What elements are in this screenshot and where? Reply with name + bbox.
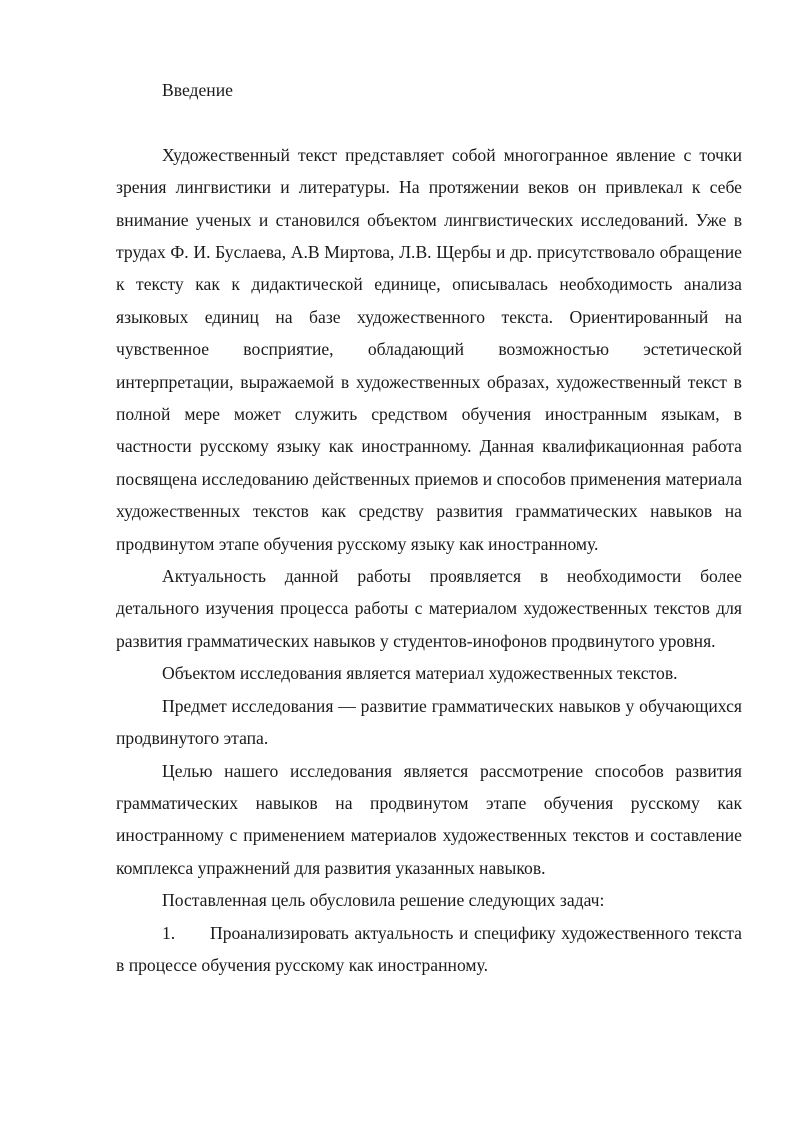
paragraph-introduction: Художественный текст представляет собой многогранное явление с точки зрения лингвистики и литературы. На протяжении веков он привлекал к себе внимание ученых и становился объектом лингвистических исследований. Уже в трудах Ф. И. Буслаева, А.В Миртова, Л.В. Щербы и др. присутствовало обращение к тексту как к дидактической единице, описывалась необходимость анализа языковых единиц на базе художественного текста. Ориентированный на чувственное восприятие, обладающий возможностью эстетической интерпретации, выражаемой в художественных образах, художественный текст в полной мере может служить средством обучения иностранным языкам, в частности русскому языку как иностранному. Данная квалификационная работа посвящена исследованию действенных приемов и способов применения материала художественных текстов как средству развития грамматических навыков на продвинутом этапе обучения русскому языку как иностранному.	[116, 144, 742, 554]
list-item-text: Проанализировать актуальность и специфику художественного текста в процессе обучения русскому как иностранному.	[116, 922, 742, 975]
paragraph-goal: Целью нашего исследования является рассмотрение способов развития грамматических навыков на продвинутом этапе обучения русскому как иностранному с применением материалов художественных текстов и составление комплекса упражнений для развития указанных навыков.	[116, 760, 742, 878]
paragraph-tasks-intro: Поставленная цель обусловила решение следующих задач:	[162, 890, 605, 911]
paragraph-relevance: Актуальность данной работы проявляется в необходимости более детального изучения процесса работы с материалом художественных текстов для развития грамматических навыков у студентов-инофонов продвинутого уровня.	[116, 566, 742, 651]
paragraph-subject: Предмет исследования — развитие грамматических навыков у обучающихся продвинутого этапа.	[116, 695, 742, 749]
heading-spacer	[116, 106, 742, 138]
list-item-number: 1.	[162, 922, 176, 943]
paragraph-object: Объектом исследования является материал художественных текстов.	[162, 663, 678, 684]
document-heading: Введение	[162, 80, 233, 100]
list-item	[116, 917, 742, 982]
